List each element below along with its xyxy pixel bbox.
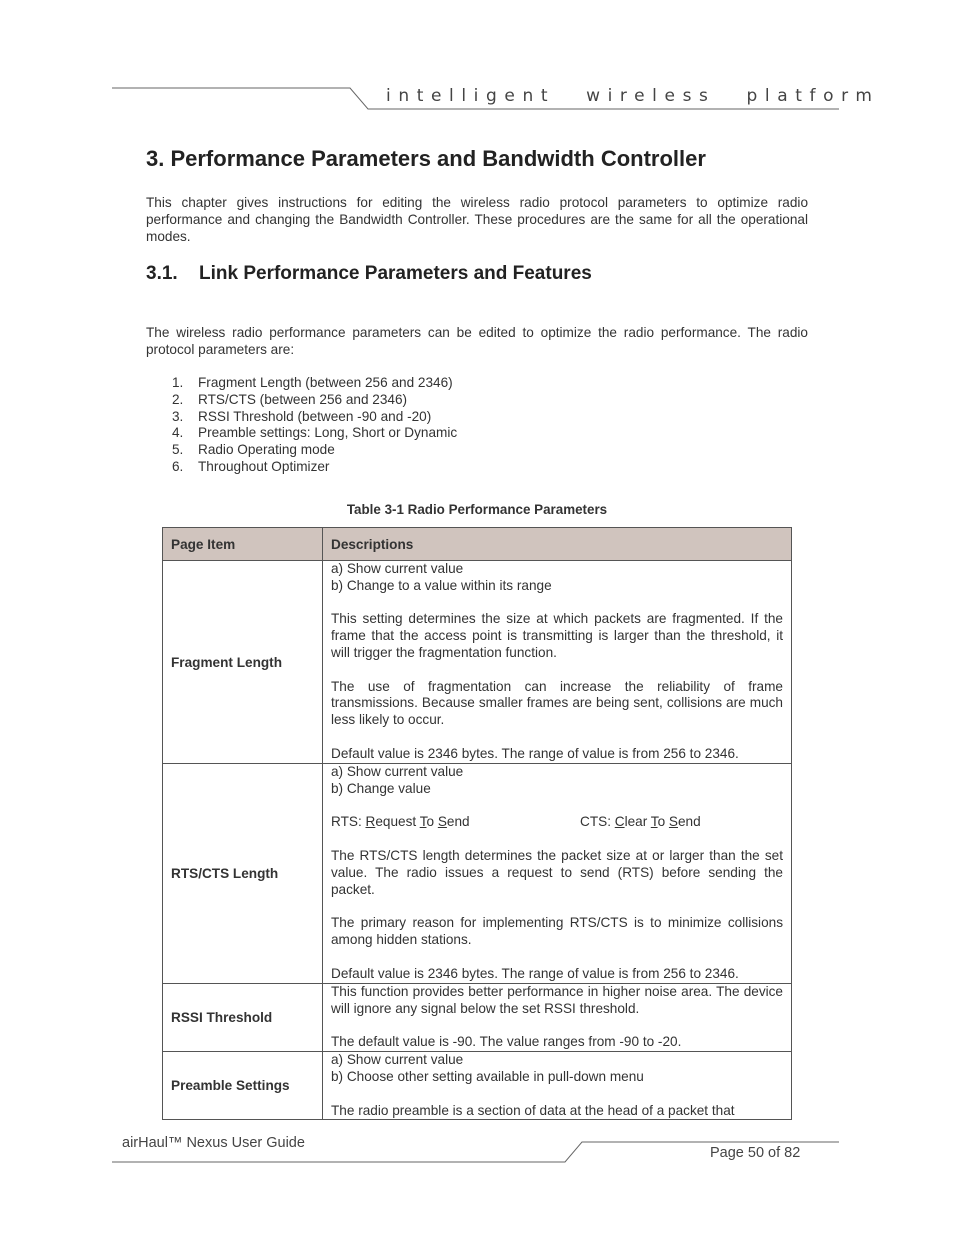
table-row bbox=[163, 764, 792, 984]
row-description: a) Show current value b) Change value RTS: Request To Send CTS: Clear To Send The RTS/CTS length determines the packet size at or larger than the set value. The radio issues a request to send (RTS) before sending the packet. The primary reason for implementing RTS/CTS is to minimize collisions among hidden stations. Default value is 2346 bytes. The range of value is from 256 to 2346. bbox=[323, 764, 792, 984]
list-item: 4. Preamble settings: Long, Short or Dynamic bbox=[172, 425, 458, 441]
row-item: RSSI Threshold bbox=[163, 984, 323, 1052]
row-description: a) Show current value b) Choose other setting available in pull-down menu The radio preamble is a section of data at the head of a packet that bbox=[323, 1052, 792, 1120]
section-intro: The wireless radio performance parameters can be edited to optimize the radio performance. The radio protocol parameters are: bbox=[146, 325, 808, 357]
chapter-intro: This chapter gives instructions for editing the wireless radio protocol parameters to optimize radio performance and changing the Bandwidth Controller. These procedures are the same for all the operational modes. bbox=[146, 195, 808, 244]
cts-expansion: CTS: Clear To Send bbox=[580, 814, 701, 830]
page-number: Page 50 of 82 bbox=[710, 1145, 801, 1161]
table-header-row bbox=[163, 528, 792, 561]
rts-cts-legend bbox=[331, 814, 783, 831]
row-item: Fragment Length bbox=[163, 561, 323, 764]
column-header-desc: Descriptions bbox=[323, 528, 792, 561]
section-title: Link Performance Parameters and Features bbox=[199, 263, 592, 284]
footer-guide-title: airHaul™ Nexus User Guide bbox=[122, 1135, 305, 1151]
row-description: a) Show current value b) Change to a value within its range This setting determines the size at which packets are fragmented. If the frame that the access point is transmitting is larger than the threshold, it will trigger the fragmentation function. The use of fragmentation can increase the reliability of frame transmissions. Because smaller frames are being sent, collisions are much less likely to occur. Default value is 2346 bytes. The range of value is from 256 to 2346. bbox=[323, 561, 792, 764]
table-row bbox=[163, 984, 792, 1052]
section-heading bbox=[146, 263, 592, 285]
list-item: 3. RSSI Threshold (between -90 and -20) bbox=[172, 408, 432, 424]
chapter-title: 3. Performance Parameters and Bandwidth Controller bbox=[146, 146, 706, 171]
column-header-item: Page Item bbox=[163, 528, 323, 561]
radio-parameters-table bbox=[162, 527, 792, 1120]
table-caption: Table 3-1 Radio Performance Parameters bbox=[346, 502, 608, 517]
table-row bbox=[163, 561, 792, 764]
parameter-list bbox=[146, 375, 457, 476]
header-tagline: intelligent wireless platform bbox=[386, 86, 880, 106]
row-item: Preamble Settings bbox=[163, 1052, 323, 1120]
list-item: 1. Fragment Length (between 256 and 2346) bbox=[172, 375, 453, 390]
list-item: 2. RTS/CTS (between 256 and 2346) bbox=[172, 391, 408, 407]
row-description: This function provides better performance in higher noise area. The device will ignore any signal below the set RSSI threshold. The default value is -90. The value ranges from -90 to -20. bbox=[323, 984, 792, 1052]
section-number: 3.1. bbox=[146, 263, 178, 284]
row-item: RTS/CTS Length bbox=[163, 764, 323, 984]
table-row bbox=[163, 1052, 792, 1120]
rts-expansion: RTS: Request To Send bbox=[331, 814, 470, 830]
list-item: 6. Throughout Optimizer bbox=[172, 458, 330, 474]
list-item: 5. Radio Operating mode bbox=[172, 442, 335, 458]
